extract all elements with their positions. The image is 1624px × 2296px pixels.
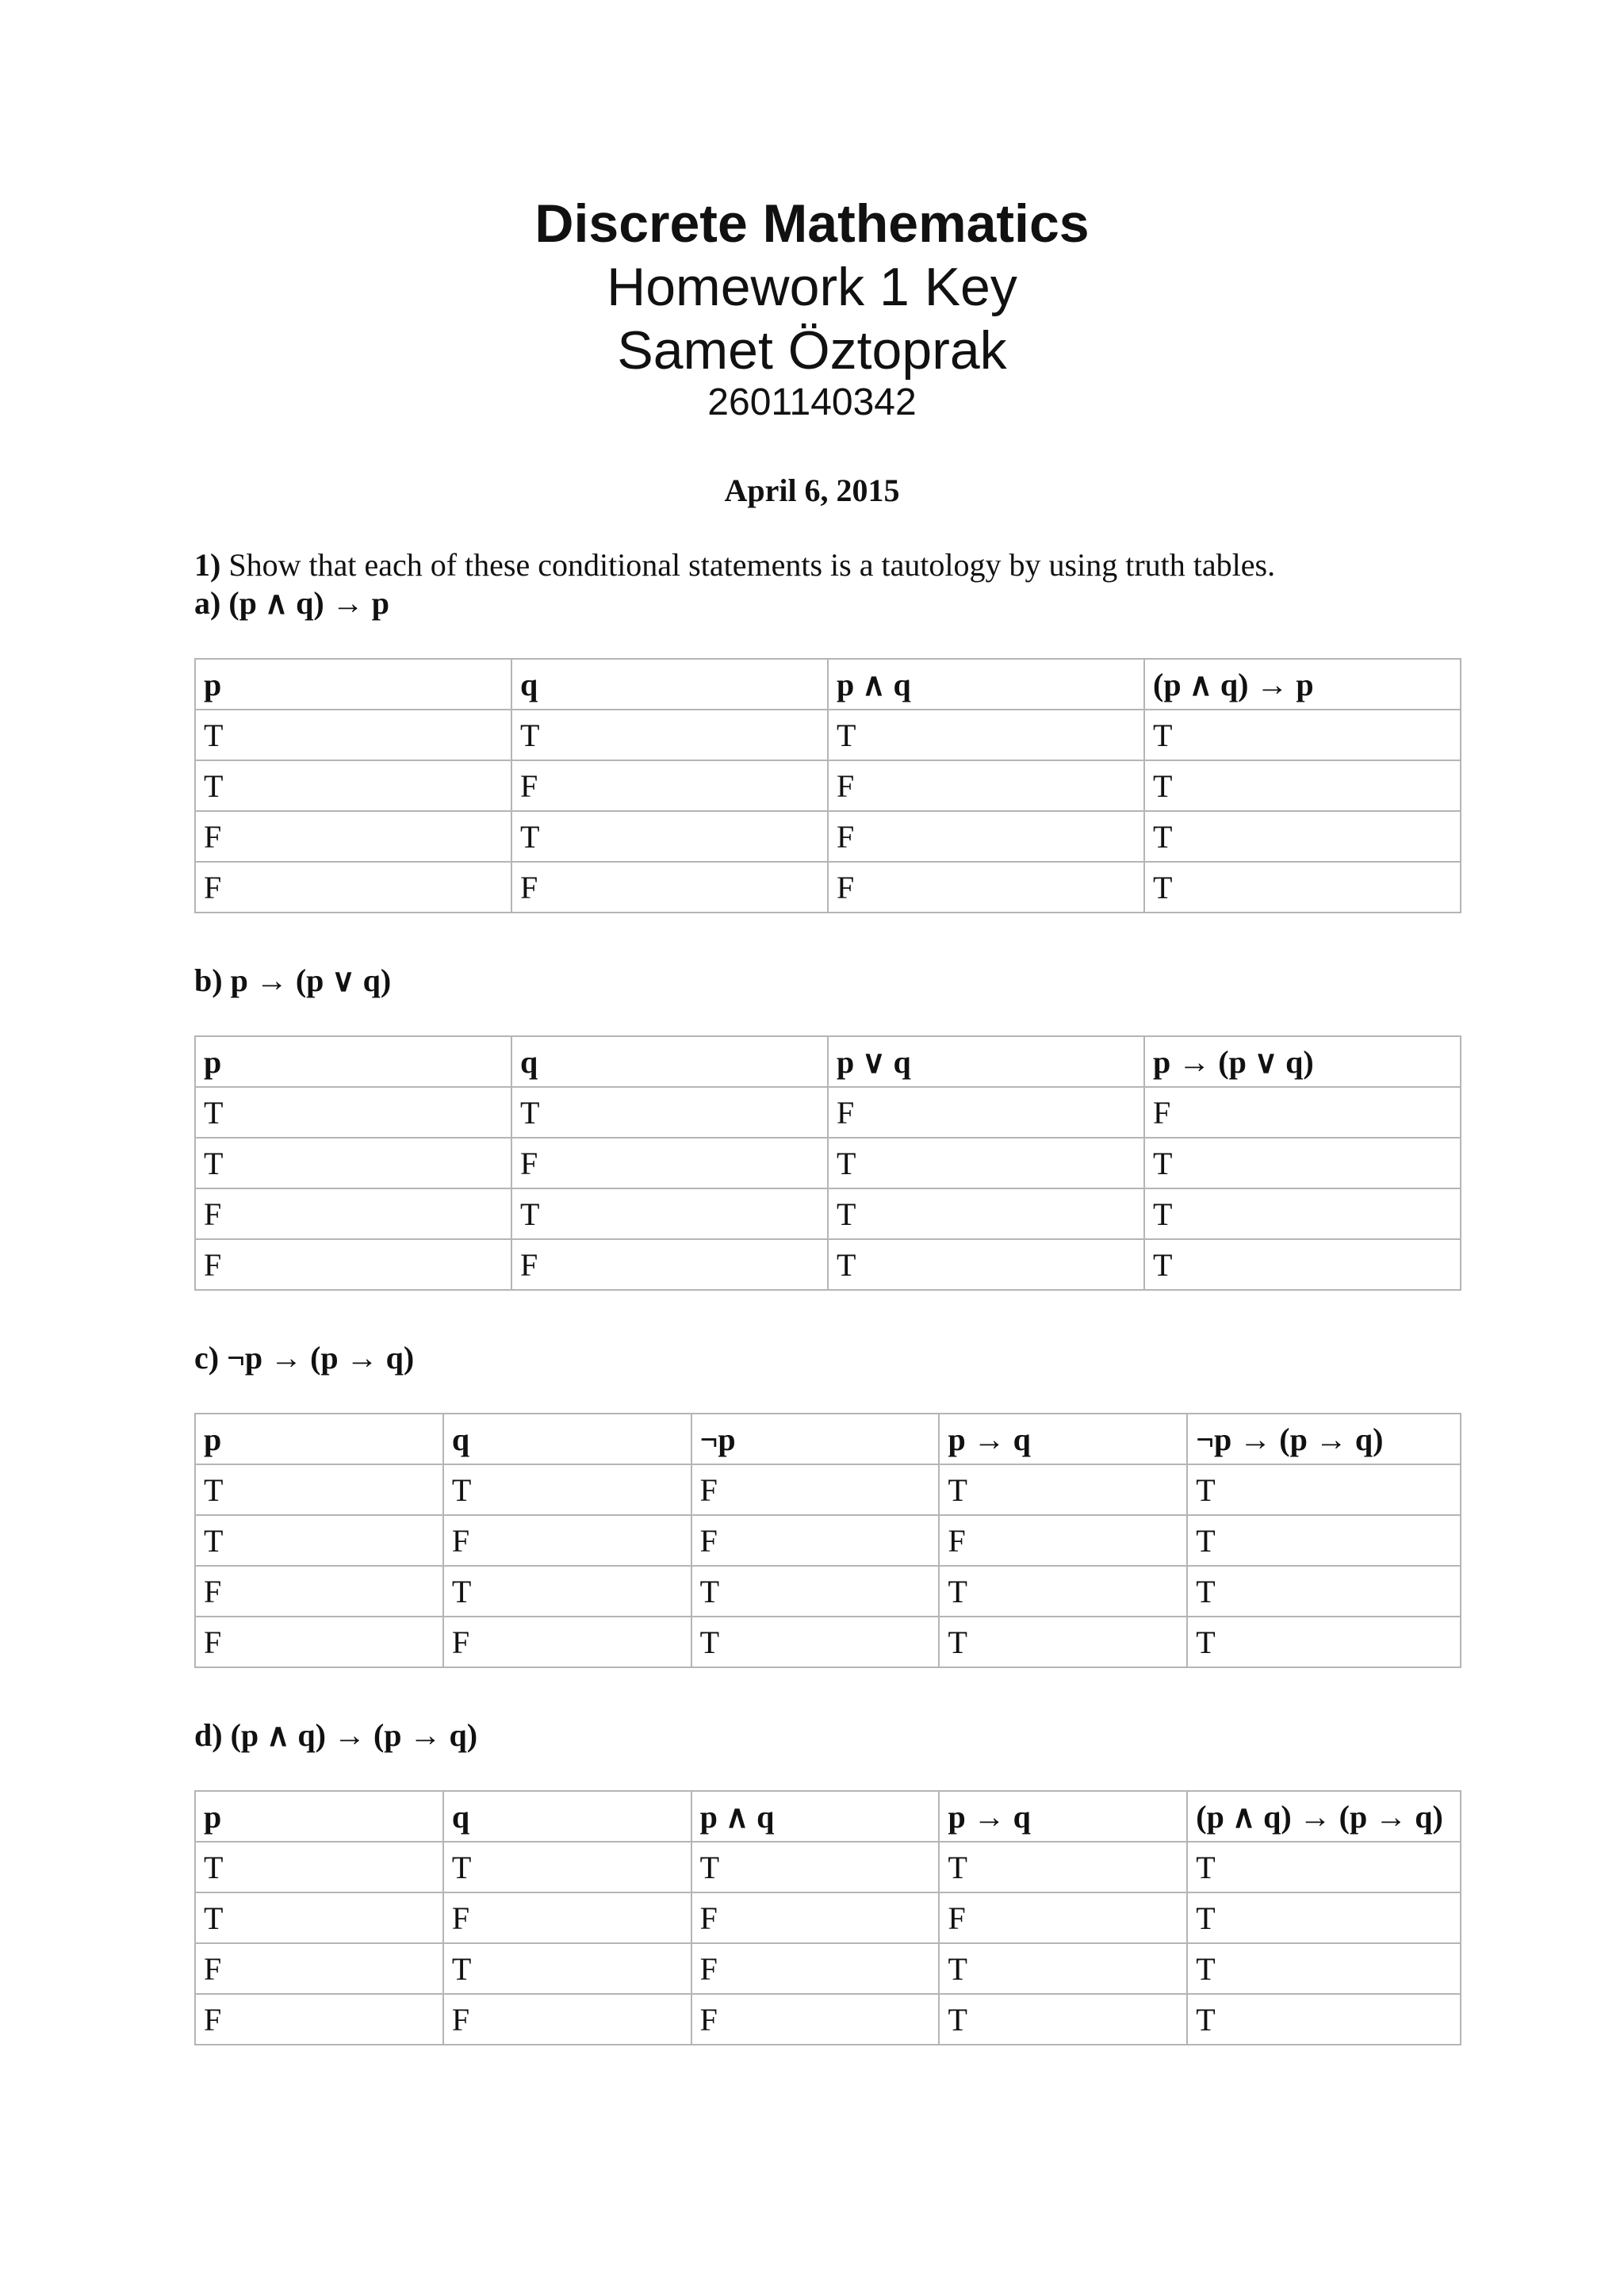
table-cell: T: [1144, 710, 1461, 760]
table-cell: T: [939, 1842, 1187, 1892]
table-cell: T: [1144, 1239, 1461, 1290]
column-header: p ∧ q: [691, 1791, 940, 1842]
table-cell: F: [691, 1994, 940, 2045]
table-row: [195, 1566, 1461, 1617]
table-cell: T: [1187, 1994, 1461, 2045]
table-cell: T: [1187, 1842, 1461, 1892]
table-cell: T: [1144, 760, 1461, 811]
part-a-label: a) (p ∧ q) → p: [194, 585, 389, 621]
column-header: q: [511, 659, 828, 710]
column-header: q: [443, 1414, 691, 1464]
table-cell: F: [195, 1239, 511, 1290]
table-cell: T: [195, 1892, 443, 1943]
table-cell: F: [443, 1515, 691, 1566]
table-cell: F: [443, 1994, 691, 2045]
table-cell: F: [511, 760, 828, 811]
table-row: [195, 710, 1461, 760]
table-cell: F: [195, 811, 511, 862]
table-cell: T: [443, 1842, 691, 1892]
table-cell: F: [939, 1515, 1187, 1566]
table-row: [195, 1188, 1461, 1239]
table-row: [195, 1239, 1461, 1290]
table-cell: T: [691, 1566, 940, 1617]
table-cell: T: [1187, 1892, 1461, 1943]
table-cell: T: [691, 1617, 940, 1667]
document-title: Discrete Mathematics: [534, 193, 1090, 254]
table-cell: T: [939, 1566, 1187, 1617]
table-cell: F: [939, 1892, 1187, 1943]
table-cell: T: [1144, 1138, 1461, 1188]
column-header: q: [443, 1791, 691, 1842]
table-cell: F: [828, 862, 1144, 913]
table-cell: T: [1144, 862, 1461, 913]
table-row: [195, 1842, 1461, 1892]
column-header: p: [195, 1791, 443, 1842]
question-number: 1): [194, 547, 221, 583]
table-row: [195, 862, 1461, 913]
table-cell: T: [828, 1138, 1144, 1188]
table-cell: T: [1187, 1566, 1461, 1617]
table-cell: F: [511, 1138, 828, 1188]
table-cell: F: [195, 1188, 511, 1239]
table-cell: F: [511, 1239, 828, 1290]
table-cell: T: [1187, 1515, 1461, 1566]
table-cell: F: [691, 1515, 940, 1566]
table-cell: T: [443, 1566, 691, 1617]
table-cell: T: [828, 1239, 1144, 1290]
table-cell: F: [443, 1892, 691, 1943]
question-1: [194, 545, 1275, 585]
table-cell: F: [1144, 1087, 1461, 1138]
column-header: (p ∧ q) → (p → q): [1187, 1791, 1461, 1842]
table-cell: F: [828, 811, 1144, 862]
table-cell: T: [195, 1515, 443, 1566]
table-cell: T: [828, 710, 1144, 760]
table-cell: T: [511, 1188, 828, 1239]
column-header: ¬p: [691, 1414, 940, 1464]
table-header-row: [195, 659, 1461, 710]
table-cell: T: [195, 1464, 443, 1515]
column-header: ¬p → (p → q): [1187, 1414, 1461, 1464]
part-c-label: c) ¬p → (p → q): [194, 1340, 415, 1376]
table-cell: F: [195, 862, 511, 913]
table-cell: T: [1187, 1943, 1461, 1994]
table-cell: T: [443, 1943, 691, 1994]
author-name: Samet Öztoprak: [617, 320, 1007, 381]
column-header: p ∧ q: [828, 659, 1144, 710]
table-cell: T: [691, 1842, 940, 1892]
table-row: [195, 760, 1461, 811]
table-row: [195, 1994, 1461, 2045]
table-cell: T: [195, 710, 511, 760]
document-date: April 6, 2015: [724, 473, 900, 508]
student-id: 2601140342: [707, 381, 917, 423]
truth-table-c: [194, 1413, 1461, 1668]
table-row: [195, 1617, 1461, 1667]
table-cell: F: [691, 1943, 940, 1994]
table-cell: F: [511, 862, 828, 913]
part-b-label: b) p → (p ∨ q): [194, 962, 392, 998]
table-cell: T: [1144, 811, 1461, 862]
table-row: [195, 1943, 1461, 1994]
table-cell: T: [1187, 1464, 1461, 1515]
document-subtitle: Homework 1 Key: [607, 257, 1017, 317]
table-cell: F: [195, 1994, 443, 2045]
column-header: p → q: [939, 1791, 1187, 1842]
table-cell: T: [443, 1464, 691, 1515]
table-cell: T: [195, 760, 511, 811]
table-cell: F: [828, 1087, 1144, 1138]
table-cell: T: [939, 1464, 1187, 1515]
table-cell: T: [939, 1617, 1187, 1667]
table-cell: T: [1144, 1188, 1461, 1239]
table-row: [195, 1087, 1461, 1138]
table-row: [195, 1892, 1461, 1943]
table-row: [195, 811, 1461, 862]
column-header: p → q: [939, 1414, 1187, 1464]
truth-table-d: [194, 1790, 1461, 2045]
table-cell: F: [691, 1892, 940, 1943]
table-cell: F: [828, 760, 1144, 811]
table-cell: T: [511, 1087, 828, 1138]
column-header: p: [195, 659, 511, 710]
table-header-row: [195, 1791, 1461, 1842]
table-cell: T: [195, 1842, 443, 1892]
table-header-row: [195, 1036, 1461, 1087]
table-row: [195, 1515, 1461, 1566]
table-header-row: [195, 1414, 1461, 1464]
truth-table-b: [194, 1035, 1461, 1291]
truth-table-a: [194, 658, 1461, 913]
column-header: (p ∧ q) → p: [1144, 659, 1461, 710]
table-cell: T: [511, 811, 828, 862]
table-cell: F: [443, 1617, 691, 1667]
table-cell: F: [195, 1943, 443, 1994]
column-header: p ∨ q: [828, 1036, 1144, 1087]
table-cell: T: [511, 710, 828, 760]
table-cell: T: [939, 1943, 1187, 1994]
table-cell: T: [828, 1188, 1144, 1239]
table-cell: T: [939, 1994, 1187, 2045]
column-header: p → (p ∨ q): [1144, 1036, 1461, 1087]
table-cell: T: [195, 1087, 511, 1138]
table-cell: F: [195, 1566, 443, 1617]
question-text: Show that each of these conditional statements is a tautology by using truth tables.: [220, 547, 1276, 583]
table-cell: F: [195, 1617, 443, 1667]
table-cell: T: [195, 1138, 511, 1188]
table-cell: T: [1187, 1617, 1461, 1667]
column-header: q: [511, 1036, 828, 1087]
table-cell: F: [691, 1464, 940, 1515]
column-header: p: [195, 1414, 443, 1464]
table-row: [195, 1138, 1461, 1188]
part-d-label: d) (p ∧ q) → (p → q): [194, 1717, 478, 1753]
column-header: p: [195, 1036, 511, 1087]
table-row: [195, 1464, 1461, 1515]
